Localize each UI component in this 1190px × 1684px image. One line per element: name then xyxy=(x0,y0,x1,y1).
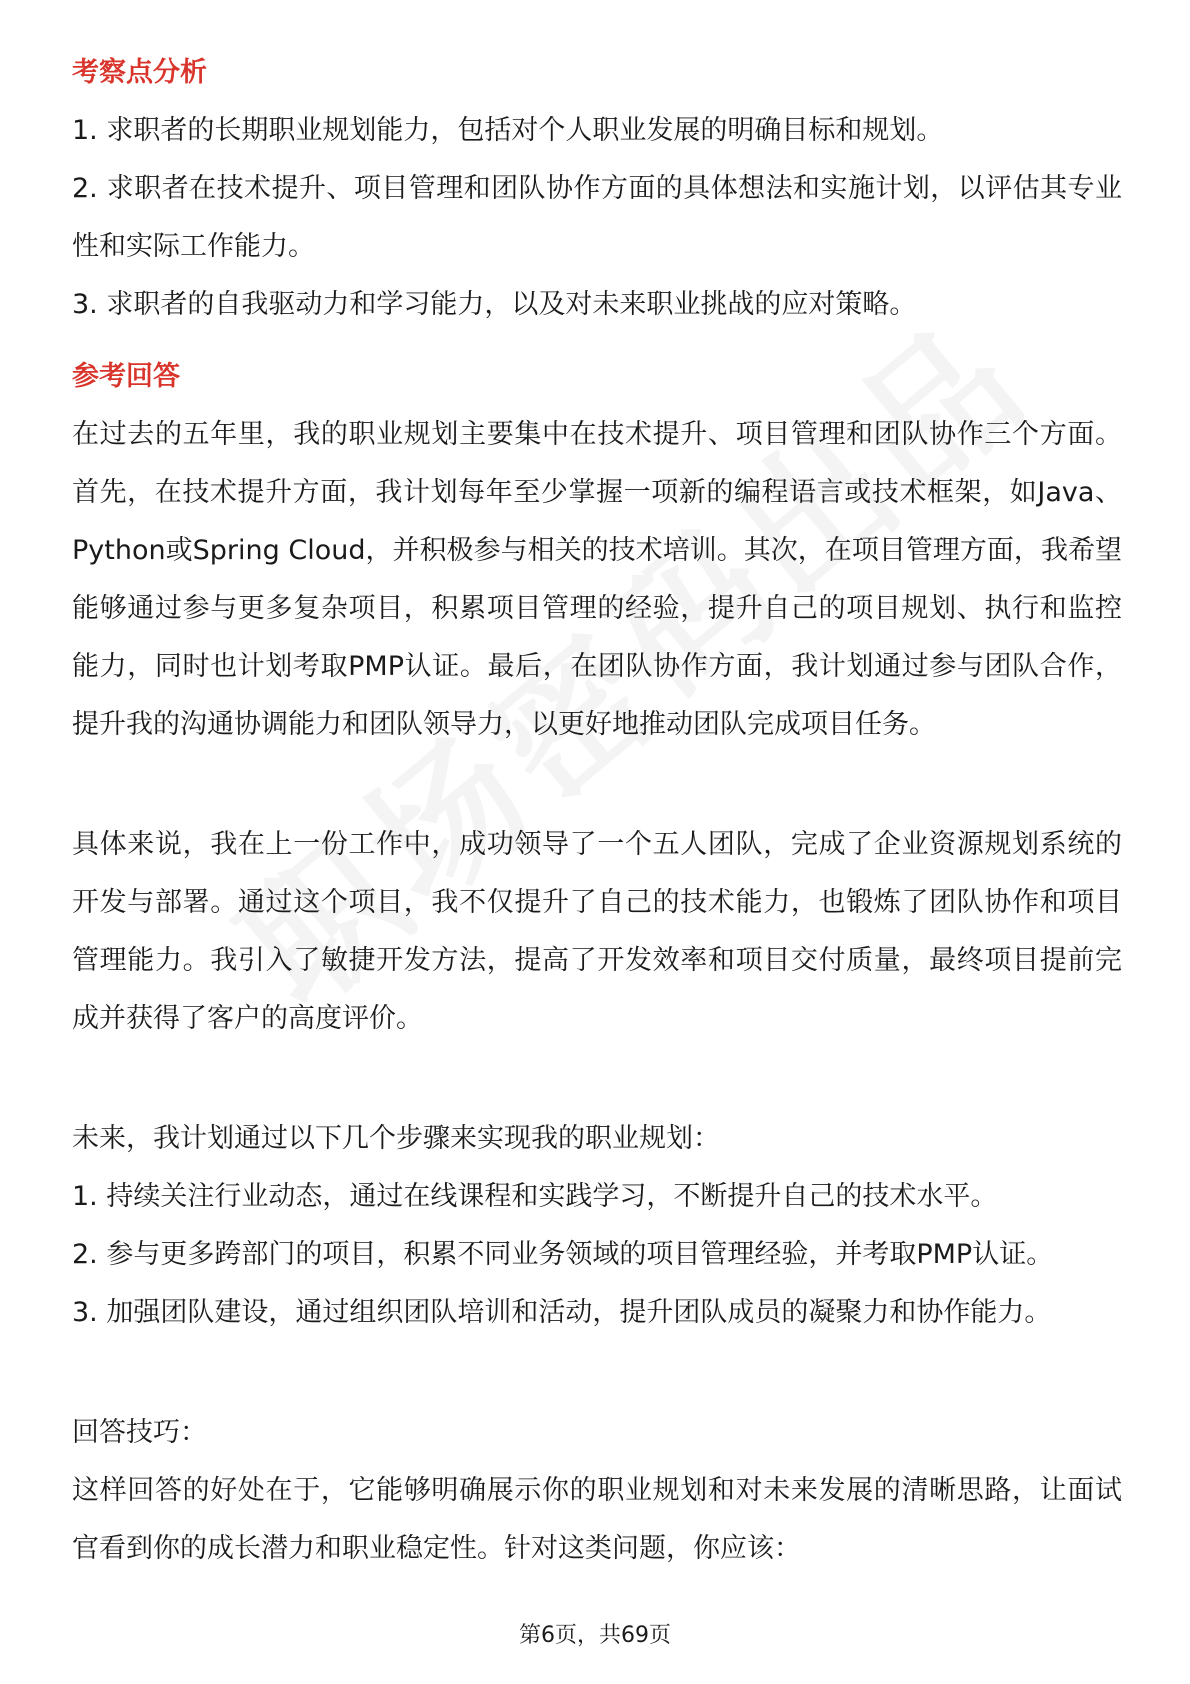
analysis-item: 3. 求职者的自我驱动力和学习能力，以及对未来职业挑战的应对策略。 xyxy=(72,289,917,320)
future-item: 1. 持续关注行业动态，通过在线课程和实践学习，不断提升自己的技术水平。 xyxy=(72,1181,998,1212)
analysis-title: 考察点分析 xyxy=(72,57,207,88)
future-intro: 未来，我计划通过以下几个步骤来实现我的职业规划： xyxy=(72,1123,720,1154)
analysis-item: 2. 求职者在技术提升、项目管理和团队协作方面的具体想法和实施计划，以评估其专业性和实际工作能力。 xyxy=(72,173,1122,262)
future-item: 3. 加强团队建设，通过组织团队培训和活动，提升团队成员的凝聚力和协作能力。 xyxy=(72,1297,1052,1328)
page-footer: 第6页，共69页 xyxy=(519,1623,671,1648)
future-item: 2. 参与更多跨部门的项目，积累不同业务领域的项目管理经验，并考取PMP认证。 xyxy=(72,1239,1054,1270)
answer-paragraph-1: 在过去的五年里，我的职业规划主要集中在技术提升、项目管理和团队协作三个方面。首先，在技术提升方面，我计划每年至少掌握一项新的编程语言或技术框架，如Java、Python或Spring Cloud，并积极参与相关的技术培训。其次，在项目管理方面，我希望能够通过参与更多复杂项目，积累项目管理的经验，提升自己的项目规划、执行和监控能力，同时也计划考取PMP认证。最后，在团队协作方面，我计划通过参与团队合作，提升我的沟通协调能力和团队领导力，以更好地推动团队完成项目任务。 xyxy=(72,419,1122,740)
tips-paragraph: 这样回答的好处在于，它能够明确展示你的职业规划和对未来发展的清晰思路，让面试官看到你的成长潜力和职业稳定性。针对这类问题，你应该： xyxy=(72,1475,1122,1564)
analysis-item: 1. 求职者的长期职业规划能力，包括对个人职业发展的明确目标和规划。 xyxy=(72,115,944,146)
tips-title: 回答技巧： xyxy=(72,1417,207,1448)
answer-title: 参考回答 xyxy=(72,361,180,392)
answer-paragraph-2: 具体来说，我在上一份工作中，成功领导了一个五人团队，完成了企业资源规划系统的开发与部署。通过这个项目，我不仅提升了自己的技术能力，也锻炼了团队协作和项目管理能力。我引入了敏捷开发方法，提高了开发效率和项目交付质量，最终项目提前完成并获得了客户的高度评价。 xyxy=(72,829,1122,1034)
page-content xyxy=(72,44,1122,1578)
